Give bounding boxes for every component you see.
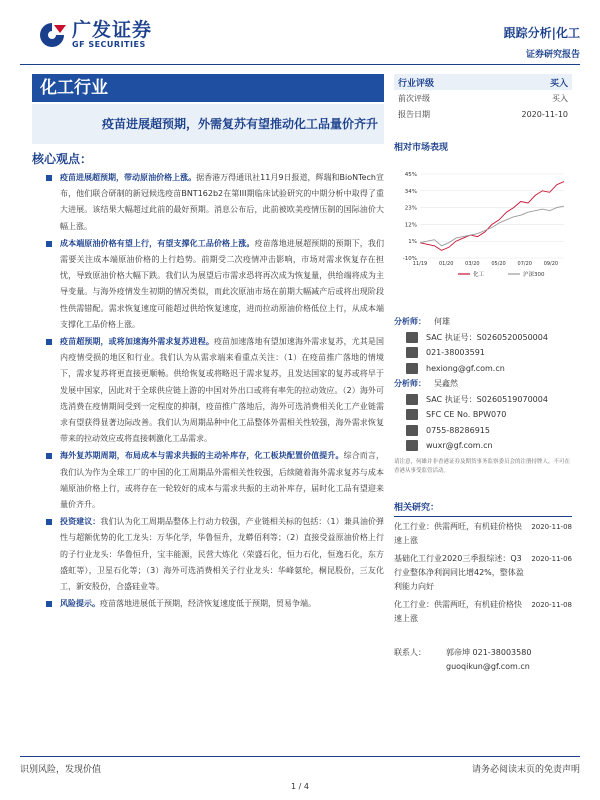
- bullet-paragraph: [44, 596, 384, 612]
- logo-cn: 广发证券: [72, 19, 153, 41]
- bullet-paragraph: [44, 170, 384, 235]
- related-title: 相关研究：: [394, 500, 572, 517]
- analyst-name: 何雄: [434, 317, 450, 327]
- paragraph-lead: 投资建议：: [60, 517, 101, 527]
- rating-panel: [394, 74, 572, 153]
- contact-label: 联系人：: [394, 648, 426, 657]
- email-icon: [406, 363, 418, 374]
- paragraph-lead: 风险提示。: [60, 599, 100, 609]
- paragraph-text: 据香港万得通讯社11月9日报道，辉瑞和BioNTech宣布，他们联合研制的新冠候选疫苗BNT162b2在第III期临床试验研究的中期分析中取得了重大进展。该结果大幅超过此前的最好预期。消息公布后，此前被欧美疫情压制的国际油价大幅上涨。: [60, 173, 385, 231]
- x-tick-label: 07/20: [517, 261, 532, 267]
- analyst-email[interactable]: wuxr@gf.com.cn: [426, 441, 493, 451]
- paragraph-text: 疫苗加速落地有望加速海外需求复苏，尤其是国内疫情受损的地区和行业。我们认为从需求端来看重点关注：（1）在疫苗推广落地的情境下，需求复苏将更直接更顺畅。供给恢复或将略迟于需求复苏，且发达国家的复苏或将早于发展中国家，因此对于全球供应链上游的中国对外出口或将有率先的拉动效应。（2）海外可选消费在疫情期间受到一定程度的抑制，疫苗推广落地后，海外可选消费相关化工产业链需求有望获得显著边际改善。我们认为周期品种中化工品整体外需相关性较强，海外需求恢复带来的拉动效应或将直接刺激化工品需求。: [60, 337, 385, 444]
- x-tick-label: 09/20: [543, 261, 559, 267]
- analyst-sac: SAC 执证号：S0260520050004: [426, 332, 548, 342]
- paragraph-lead: 疫苗超预期，或将加速海外需求复苏进程。: [60, 337, 214, 347]
- paragraph-lead: 海外复苏期周期，布局成本与需求共振的主动补库存，化工板块配置价值提升。: [60, 451, 344, 461]
- related-item-title: 化工行业：供需两旺，有机硅价格快速上涨: [394, 522, 522, 545]
- x-tick-label: 11/19: [412, 261, 428, 267]
- analyst-sfc-row: [394, 407, 572, 423]
- related-item[interactable]: [394, 520, 572, 548]
- related-item[interactable]: [394, 598, 572, 626]
- analyst-phone: 0755-88286915: [426, 425, 490, 435]
- logo: [36, 20, 152, 49]
- y-tick-label: 1%: [408, 239, 417, 246]
- x-tick-label: 01/20: [438, 261, 454, 267]
- report-type: 跟踪分析|化工: [503, 26, 580, 40]
- analyst-sac: SAC 执证号：S0260519070004: [426, 394, 548, 404]
- y-tick-label: 23%: [404, 205, 417, 212]
- logo-en: GF SECURITIES: [72, 40, 146, 49]
- phone-icon: [406, 425, 418, 436]
- paragraph-text: 我们认为化工周期品整体上行动力较强，产业链相关标的包括：（1）兼具油价弹性与超额优势的化工龙头：万华化学，华鲁恒升，龙蟒佰利等；（2）直接受益原油价格上行的子行业龙头：华鲁恒升，宝丰能源，民营大炼化（荣盛石化，恒力石化，恒逸石化，东方盛虹等），卫星石化等；（3）海外可选消费相关子行业龙头：华峰氨纶，桐昆股份，三友化工，新安股份，合盛硅业等。: [60, 517, 385, 592]
- logo-icon: [36, 21, 68, 49]
- page-number: 1 / 4: [291, 782, 309, 791]
- analyst-label: 分析师：: [394, 379, 426, 389]
- analyst-email-row: [394, 361, 572, 377]
- y-tick-label: 12%: [404, 222, 417, 229]
- analyst-sac-row: [394, 330, 572, 346]
- x-tick-label: 03/20: [465, 261, 480, 267]
- bullet-paragraph: [44, 334, 384, 447]
- disclaimer-note: 请注意，何雄并非香港证券及期货事务监察委员会的注册持牌人，不可在香港从事受监管活动。: [394, 459, 571, 474]
- analyst-name-row: [394, 376, 572, 392]
- footer-divider: [20, 756, 580, 757]
- y-tick-label: -10%: [402, 256, 417, 262]
- analyst-label: 分析师：: [394, 317, 426, 327]
- email-icon: [406, 440, 418, 451]
- x-tick-label: 05/20: [491, 261, 506, 267]
- rating-value: 买入: [549, 78, 568, 89]
- paragraph-text: 疫苗落地进展超预期的预期下，我们需要关注成本端原油价格的上行趋势。前期受二次疫情冲击影响，市场对需求恢复存在担忧，导致原油价格大幅下跌。我们认为展望后市需求恐将再次成为恢复量，供给端将成为主导变量。与海外疫情发生初期的情况类似，而此次原油市场在前期大幅减产后或将出现阶段性供需错配。需求恢复速度可能超过供给恢复速度，进而拉动原油价格低位上行，从成本端支撑化工品价格上涨。: [60, 238, 385, 329]
- rating-prev: [394, 90, 572, 106]
- main-body: [44, 170, 384, 613]
- related-item-title: 基础化工行业2020三季报综述：Q3行业整体净利润同比增42%，整体盈利能力向好: [394, 554, 524, 591]
- related-item-date: 2020-11-08: [531, 601, 572, 609]
- paragraph-text: 疫苗落地进展低于预期，经济恢复速度低于预期，贸易争端。: [100, 599, 316, 609]
- chart-title: 相对市场表现: [394, 143, 449, 153]
- analyst-email[interactable]: hexiong@gf.com.cn: [426, 363, 505, 373]
- phone-icon: [406, 347, 418, 358]
- rating-label: 行业评级: [398, 78, 435, 89]
- prev-rating-value: 买入: [552, 93, 568, 103]
- related-item-date: 2020-11-08: [531, 523, 572, 531]
- id-card-icon: [406, 332, 418, 343]
- analyst-phone-row: [394, 345, 572, 361]
- legend-label: 沪深300: [523, 272, 545, 278]
- series-line-0: [420, 182, 564, 251]
- related-research: [394, 500, 572, 630]
- core-title: 核心观点：: [32, 152, 93, 166]
- page-header: [0, 0, 600, 66]
- id-card-icon: [406, 394, 418, 405]
- related-item[interactable]: [394, 552, 572, 594]
- analysts: [394, 314, 572, 454]
- contact-line2: guoqikun@gf.com.cn: [446, 662, 530, 671]
- legend-label: 化工: [473, 272, 485, 278]
- id-card-icon: [406, 409, 418, 420]
- industry-banner: 化工行业: [32, 74, 384, 102]
- date-value: 2020-11-10: [521, 109, 568, 119]
- prev-rating-label: 前次评级: [398, 93, 430, 103]
- relative-performance-chart: [394, 166, 572, 284]
- analyst-phone-row: [394, 423, 572, 439]
- contact: [394, 646, 572, 674]
- date-label: 报告日期: [398, 109, 430, 119]
- report-headline: 疫苗进展超预期，外需复苏有望推动化工品量价齐升: [32, 104, 384, 144]
- analyst-sfc: SFC CE No. BPW070: [426, 410, 507, 420]
- bullet-paragraph: [44, 448, 384, 513]
- analyst-email-row: [394, 438, 572, 454]
- header-divider: [20, 64, 580, 65]
- footer-disclaimer: 请务必阅读末页的免责声明: [471, 765, 580, 775]
- rating-current: [394, 74, 572, 90]
- bullet-paragraph: [44, 236, 384, 333]
- y-tick-label: 34%: [404, 188, 417, 195]
- y-tick-label: 45%: [404, 172, 417, 178]
- related-item-date: 2020-11-06: [531, 555, 572, 563]
- paragraph-lead: 成本端原油价格有望上行，有望支撑化工品价格上涨。: [60, 238, 255, 248]
- bullet-paragraph: [44, 514, 384, 595]
- rating-date: [394, 106, 572, 122]
- analyst-phone: 021-38003591: [426, 348, 485, 358]
- series-line-1: [420, 206, 564, 246]
- paragraph-lead: 疫苗进展超预期，带动原油价格上涨。: [60, 173, 197, 182]
- report-sub: 证券研究报告: [525, 50, 580, 60]
- analyst-sac-row: [394, 392, 572, 408]
- contact-line1: 郭帝坤 021-38003580: [446, 648, 532, 657]
- footer-slogan: 识别风险，发现价值: [20, 765, 102, 775]
- paragraph-text: 综合而言，我们认为作为全球工厂的中国的化工周期品外需相关性较强，后续随着海外需求复苏与成本端原油价格上行，或将存在一轮较好的成本与需求共振的主动补库存，届时化工品有望迎来量价齐升。: [60, 451, 385, 510]
- analyst-name: 吴鑫然: [434, 379, 458, 389]
- related-item-title: 化工行业：供需两旺，有机硅价格快速上涨: [394, 600, 522, 623]
- analyst-name-row: [394, 314, 572, 330]
